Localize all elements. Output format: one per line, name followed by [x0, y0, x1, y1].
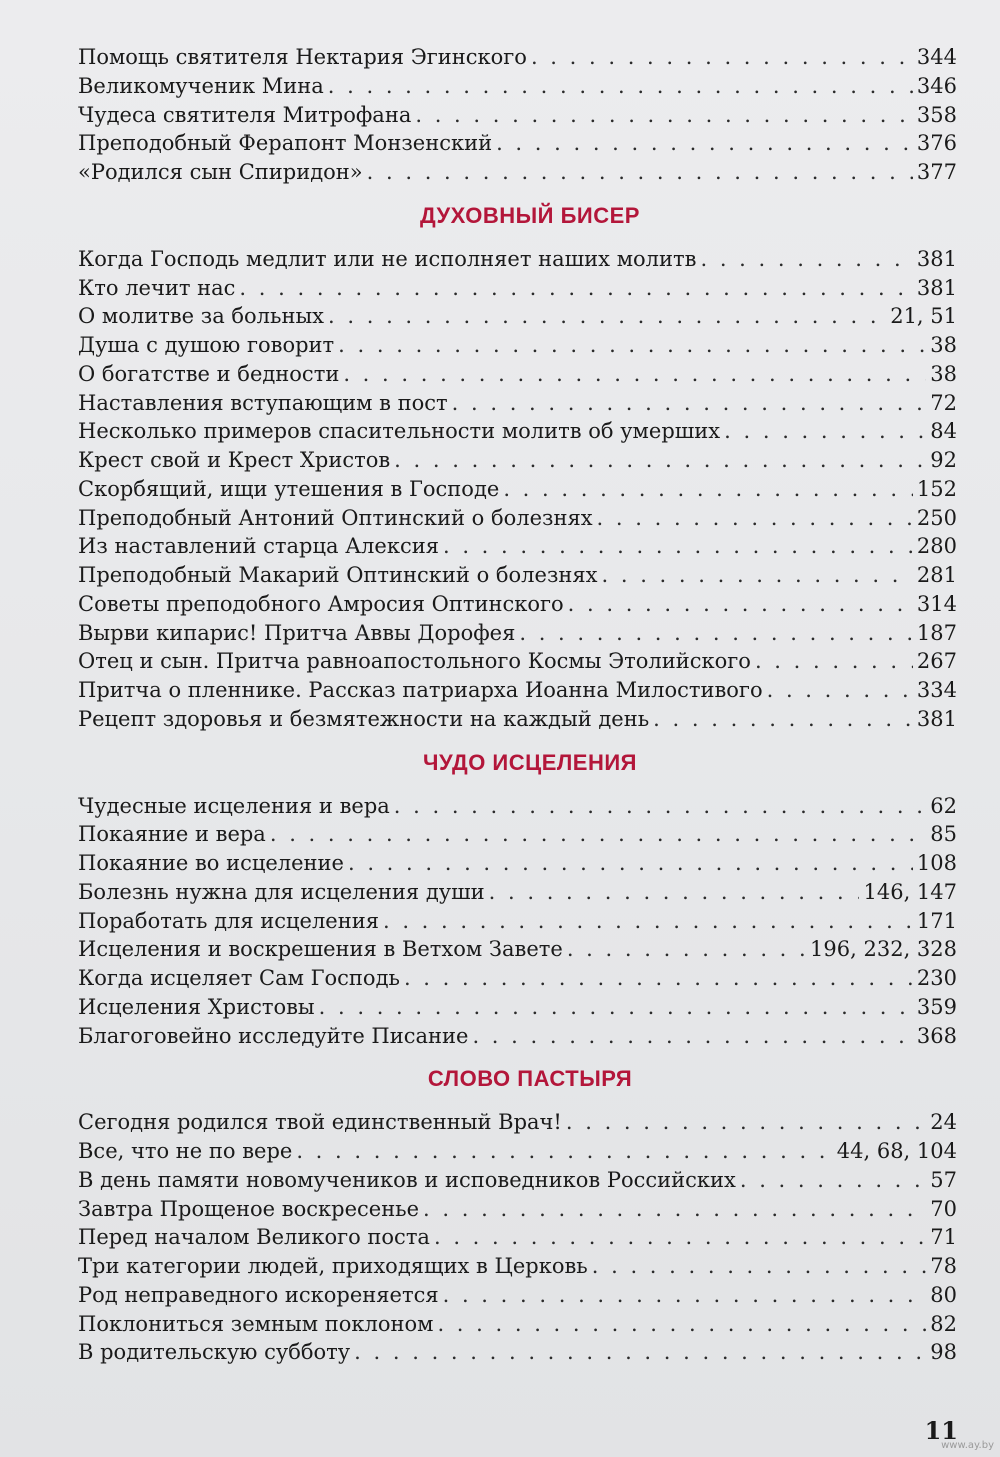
- toc-entry: [78, 532, 957, 561]
- dot-leader: [404, 964, 913, 992]
- toc-entry: [78, 331, 957, 360]
- dot-leader: [383, 907, 913, 935]
- entry-page: 146, 147: [863, 879, 957, 904]
- toc-entry: [78, 72, 957, 101]
- toc-entry: [78, 129, 957, 158]
- entry-page: 230: [916, 966, 957, 990]
- toc-entry: [78, 1108, 957, 1137]
- entry-title: Болезнь нужна для исцеления души: [78, 879, 485, 904]
- toc-entry: [78, 43, 957, 72]
- entry-page: 44, 68, 104: [836, 1139, 957, 1163]
- dot-leader: [328, 302, 886, 330]
- entry-page: 21, 51: [890, 304, 957, 329]
- entry-title: Перед началом Великого поста: [78, 1225, 430, 1250]
- dot-leader: [602, 561, 913, 589]
- entry-title: Завтра Прощеное воскресенье: [78, 1196, 420, 1221]
- dot-leader: [296, 1137, 832, 1165]
- entry-page: 98: [930, 1340, 957, 1365]
- toc-entry: [78, 1137, 957, 1166]
- entry-page: 80: [930, 1282, 957, 1307]
- entry-title: Когда исцеляет Сам Господь: [78, 966, 400, 990]
- entry-page: 152: [916, 476, 957, 501]
- entry-page: 381: [916, 706, 957, 731]
- watermark: www.ay.by: [941, 1440, 994, 1451]
- dot-leader: [755, 647, 913, 675]
- toc-section: [78, 1050, 957, 1367]
- entry-page: 346: [916, 73, 957, 98]
- dot-leader: [338, 331, 926, 359]
- entry-page: 381: [916, 246, 957, 271]
- entry-page: 92: [930, 448, 957, 472]
- dot-leader: [452, 389, 927, 417]
- entry-title: Душа с душою говорит: [78, 333, 335, 357]
- entry-title: В родительскую субботу: [78, 1340, 351, 1365]
- toc-entry: [78, 446, 957, 475]
- entry-page: 281: [916, 563, 957, 587]
- dot-leader: [653, 705, 913, 733]
- toc-section: [78, 187, 957, 734]
- dot-leader: [415, 101, 913, 129]
- toc-entry: [78, 389, 957, 418]
- entry-title: Вырви кипарис! Притча Аввы Дорофея: [78, 620, 516, 645]
- toc-entry: [78, 935, 957, 964]
- section-heading: СЛОВО ПАСТЫРЯ: [427, 1066, 633, 1092]
- section-heading: ЧУДО ИСЦЕЛЕНИЯ: [423, 749, 637, 775]
- dot-leader: [531, 43, 913, 71]
- entry-title: Сегодня родился твой единственный Врач!: [78, 1110, 562, 1135]
- entry-page: 70: [930, 1196, 957, 1221]
- toc-entry: [78, 504, 957, 533]
- entry-title: Чудеса святителя Митрофана: [78, 102, 412, 127]
- toc-section: [78, 43, 957, 187]
- dot-leader: [496, 129, 913, 157]
- entry-title: О богатстве и бедности: [78, 361, 340, 386]
- toc-entry: [78, 101, 957, 130]
- entry-title: О молитве за больных: [78, 304, 325, 329]
- toc-entry: [78, 993, 957, 1022]
- entry-title: Исцеления Христовы: [78, 994, 315, 1019]
- entry-title: Преподобный Ферапонт Монзенский: [78, 131, 493, 156]
- dot-leader: [367, 158, 913, 186]
- entry-page: 38: [930, 361, 957, 386]
- dot-leader: [394, 792, 926, 820]
- entry-title: Наставления вступающим в пост: [78, 390, 448, 415]
- entry-page: 334: [916, 678, 957, 702]
- toc-entry: [78, 1022, 957, 1051]
- toc-entry: [78, 245, 957, 274]
- dot-leader: [700, 245, 912, 273]
- toc-entry: [78, 820, 957, 849]
- entry-page: 359: [916, 994, 957, 1019]
- entry-page: 368: [916, 1023, 957, 1048]
- toc-entry: [78, 1166, 957, 1195]
- dot-leader: [443, 1281, 927, 1309]
- dot-leader: [503, 475, 913, 503]
- entry-page: 84: [930, 419, 957, 444]
- entry-title: Скорбящий, ищи утешения в Господе: [78, 476, 500, 501]
- entry-title: Кто лечит нас: [78, 275, 236, 300]
- toc-entry: [78, 1252, 957, 1281]
- toc-entry: [78, 561, 957, 590]
- toc-entry: [78, 475, 957, 504]
- toc-entry: [78, 705, 957, 734]
- entry-title: Поклониться земным поклоном: [78, 1311, 434, 1336]
- toc-entry: [78, 590, 957, 619]
- toc-entry: [78, 878, 957, 907]
- entry-title: «Родился сын Спиридон»: [78, 160, 363, 184]
- dot-leader: [567, 935, 806, 963]
- table-of-contents: [78, 43, 957, 1367]
- dot-leader: [724, 417, 926, 445]
- entry-page: 196, 232, 328: [810, 937, 957, 962]
- entry-page: 314: [916, 591, 957, 616]
- entry-page: 267: [916, 649, 957, 674]
- entry-page: 377: [916, 160, 957, 184]
- toc-entry: [78, 1281, 957, 1310]
- page-number: 11: [924, 1416, 958, 1445]
- dot-leader: [566, 1108, 926, 1136]
- dot-leader: [354, 1338, 926, 1366]
- dot-leader: [443, 532, 913, 560]
- entry-title: Несколько примеров спасительности молитв об умерших: [78, 419, 721, 444]
- entry-page: 85: [930, 822, 957, 847]
- entry-title: Чудесные исцеления и вера: [78, 793, 390, 818]
- dot-leader: [489, 878, 860, 906]
- dot-leader: [592, 1252, 927, 1280]
- toc-entry: [78, 907, 957, 936]
- entry-title: Великомученик Мина: [78, 73, 324, 98]
- toc-entry: [78, 676, 957, 705]
- dot-leader: [394, 446, 926, 474]
- dot-leader: [472, 1022, 912, 1050]
- toc-entry: [78, 1338, 957, 1367]
- toc-entry: [78, 274, 957, 303]
- toc-entry: [78, 647, 957, 676]
- entry-page: 38: [930, 333, 957, 357]
- entry-page: 71: [930, 1225, 957, 1250]
- entry-page: 376: [916, 131, 957, 156]
- dot-leader: [423, 1195, 926, 1223]
- toc-entry: [78, 1223, 957, 1252]
- dot-leader: [740, 1166, 926, 1194]
- entry-title: В день памяти новомучеников и исповедников Российских: [78, 1167, 736, 1192]
- toc-entry: [78, 360, 957, 389]
- entry-title: Крест свой и Крест Христов: [78, 448, 391, 472]
- dot-leader: [437, 1310, 926, 1338]
- dot-leader: [767, 676, 913, 704]
- entry-title: Покаяние во исцеление: [78, 851, 344, 875]
- dot-leader: [568, 590, 913, 618]
- dot-leader: [348, 849, 913, 877]
- entry-page: 108: [916, 851, 957, 875]
- toc-entry: [78, 619, 957, 648]
- entry-title: Благоговейно исследуйте Писание: [78, 1023, 469, 1048]
- entry-page: 62: [930, 793, 957, 818]
- entry-page: 280: [916, 534, 957, 559]
- entry-title: Советы преподобного Амросия Оптинского: [78, 591, 564, 616]
- entry-title: Все, что не по вере: [78, 1139, 293, 1163]
- entry-title: Отец и сын. Притча равноапостольного Космы Этолийского: [78, 649, 751, 674]
- entry-page: 82: [930, 1311, 957, 1336]
- entry-page: 344: [916, 45, 957, 69]
- entry-page: 250: [916, 505, 957, 530]
- entry-page: 358: [916, 102, 957, 127]
- dot-leader: [328, 72, 913, 100]
- dot-leader: [343, 360, 926, 388]
- entry-title: Рецепт здоровья и безмятежности на каждый день: [78, 706, 650, 731]
- entry-page: 24: [930, 1110, 957, 1135]
- entry-title: Исцеления и воскрешения в Ветхом Завете: [78, 937, 563, 962]
- entry-page: 171: [916, 908, 957, 933]
- entry-title: Помощь святителя Нектария Эгинского: [78, 45, 527, 69]
- toc-entry: [78, 849, 957, 878]
- toc-entry: [78, 792, 957, 821]
- dot-leader: [239, 274, 912, 302]
- entry-title: Преподобный Антоний Оптинский о болезнях: [78, 505, 593, 530]
- entry-title: Род неправедного искореняется: [78, 1282, 439, 1307]
- toc-entry: [78, 964, 957, 993]
- toc-entry: [78, 417, 957, 446]
- entry-page: 187: [916, 620, 957, 645]
- dot-leader: [597, 504, 913, 532]
- dot-leader: [519, 619, 913, 647]
- dot-leader: [319, 993, 913, 1021]
- toc-entry: [78, 302, 957, 331]
- entry-page: 78: [930, 1254, 957, 1278]
- entry-page: 57: [930, 1167, 957, 1192]
- toc-entry: [78, 158, 957, 187]
- toc-entry: [78, 1195, 957, 1224]
- entry-title: Поработать для исцеления: [78, 908, 379, 933]
- section-heading: ДУХОВНЫЙ БИСЕР: [420, 202, 640, 228]
- dot-leader: [434, 1223, 926, 1251]
- toc-entry: [78, 1310, 957, 1339]
- entry-title: Когда Господь медлит или не исполняет наших молитв: [78, 246, 697, 271]
- entry-page: 72: [930, 390, 957, 415]
- toc-section: [78, 734, 957, 1051]
- entry-title: Из наставлений старца Алексия: [78, 534, 439, 559]
- entry-title: Притча о пленнике. Рассказ патриарха Иоанна Милостивого: [78, 678, 763, 702]
- entry-page: 381: [916, 275, 957, 300]
- entry-title: Три категории людей, приходящих в Церковь: [78, 1254, 588, 1278]
- dot-leader: [270, 820, 926, 848]
- entry-title: Покаяние и вера: [78, 822, 266, 847]
- entry-title: Преподобный Макарий Оптинский о болезнях: [78, 563, 598, 587]
